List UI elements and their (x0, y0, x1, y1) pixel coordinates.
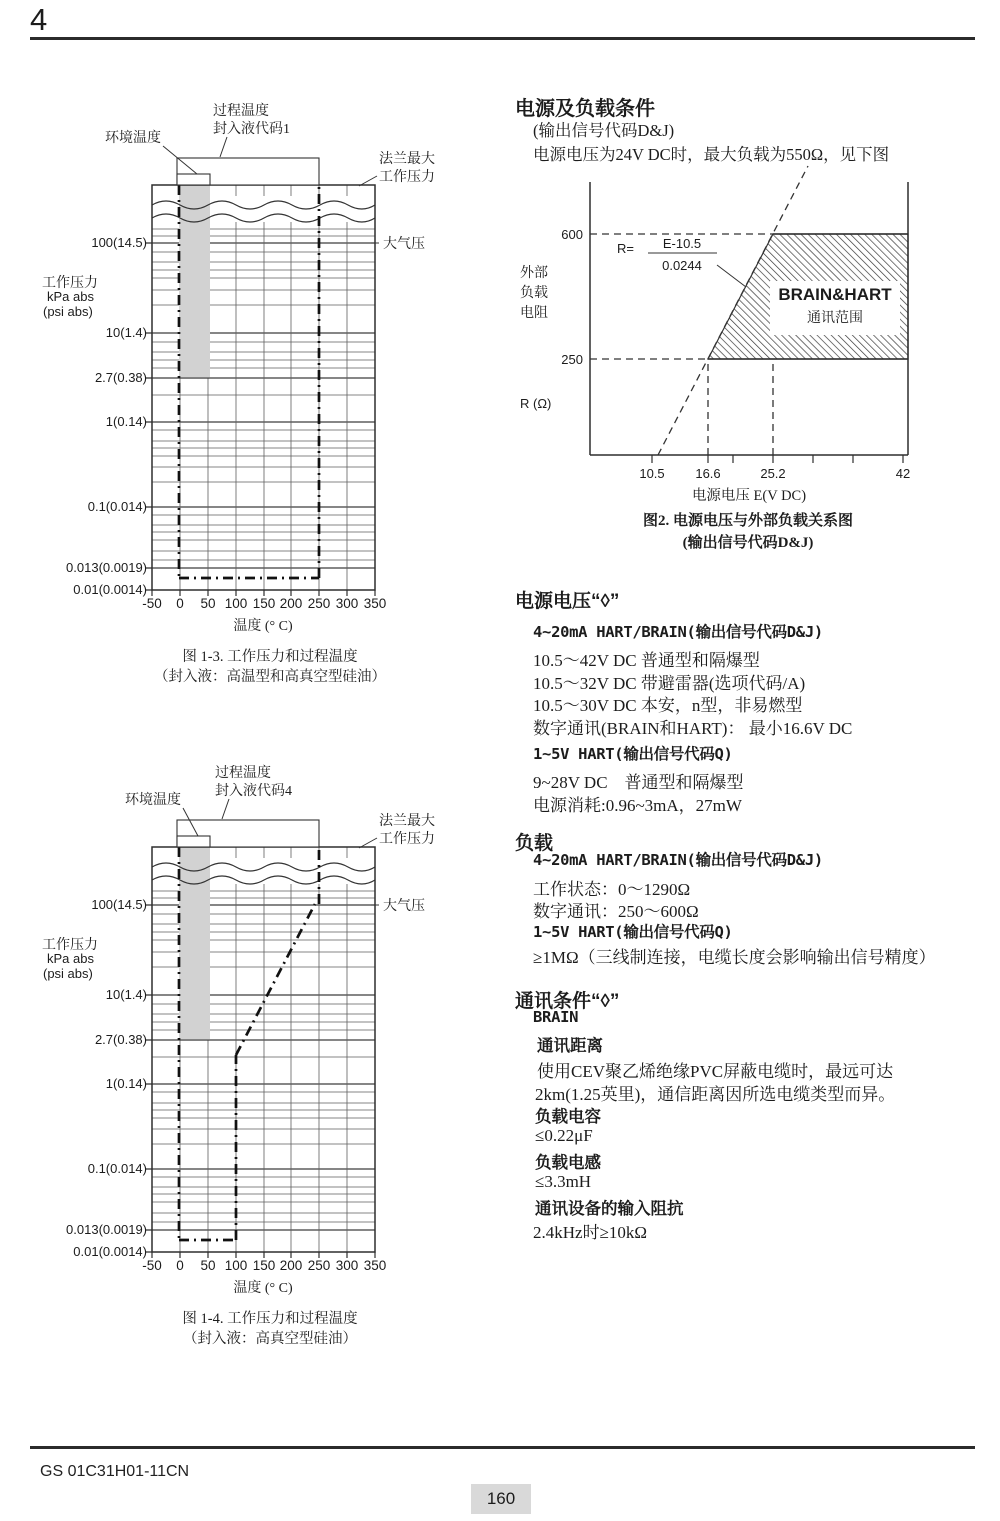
comm-conditions-heading: 通讯条件“◊” (515, 991, 620, 1012)
comm-line-brain: BRAIN (533, 1008, 579, 1026)
fig14-x-tick-label: 0 (176, 1258, 184, 1273)
supply-voltage-line-3: 10.5～32V DC 带避雷器(选项代码/A) (533, 674, 806, 693)
fig13-caption-1: 图 1-3. 工作压力和过程温度 (182, 649, 358, 665)
comm-line-input-impedance-value: 2.4kHz时≥10kΩ (533, 1223, 648, 1242)
fig14-process-leader-line (222, 799, 229, 819)
fig2-x-tick-label: 10.5 (639, 466, 665, 481)
fig2-x-tick-label: 16.6 (695, 466, 721, 481)
fig14-y-axis-label-1: 工作压力 (42, 938, 98, 953)
load-line-5: ≥1MΩ（三线制连接，电缆长度会影响输出信号精度） (533, 948, 936, 967)
fig14-x-tick-label: -50 (142, 1258, 162, 1273)
comm-line-load-inductance-title: 负载电感 (535, 1154, 601, 1172)
power-load-heading: 电源及负载条件 (515, 98, 655, 120)
fig14-x-tick-label: 250 (307, 1258, 331, 1273)
header-rule (30, 37, 975, 40)
fig13-ambient-temp-band (179, 185, 210, 378)
figure-1-3-chart (30, 90, 460, 702)
load-line-4: 1~5V HART(输出信号代码Q) (533, 923, 733, 941)
comm-line-load-inductance-value: ≤3.3mH (535, 1172, 592, 1191)
fig14-process-temp-label-2: 封入液代码4 (215, 784, 292, 799)
fig13-y-tick-label: 2.7(0.38) (94, 370, 147, 385)
power-load-subline-1: (输出信号代码D&J) (533, 121, 675, 140)
footer-rule (30, 1446, 975, 1449)
fig13-x-tick-label: 300 (335, 596, 359, 611)
fig14-y-axis-label-2: kPa abs (47, 951, 94, 966)
footer-doc-number: GS 01C31H01-11CN (40, 1463, 190, 1480)
fig2-y-tick-250: 250 (561, 352, 583, 367)
fig2-formula-lhs: R= (617, 241, 634, 256)
fig2-y-axis-label-3: 电阻 (520, 306, 548, 321)
fig14-caption-2: （封入液：高真空型硅油） (183, 1331, 357, 1347)
fig13-process-leader-line (220, 137, 227, 157)
fig13-x-axis-label: 温度 (° C) (233, 619, 293, 634)
fig13-x-tick-label: 250 (307, 596, 331, 611)
fig14-flange-label-1: 法兰最大 (379, 814, 435, 829)
fig2-x-tick-label: 42 (895, 466, 911, 481)
comm-line-distance-title: 通讯距离 (537, 1037, 603, 1055)
supply-voltage-line-8: 电源消耗:0.96~3mA，27mW (533, 796, 742, 815)
fig2-y-tick-600: 600 (561, 227, 583, 242)
supply-voltage-line-5: 数字通讯(BRAIN和HART)： 最小16.6V DC (533, 719, 853, 738)
fig13-y-tick-label: 10(1.4) (105, 325, 147, 340)
fig14-process-temp-label-1: 过程温度 (215, 766, 271, 781)
fig13-caption-2: （封入液：高温型和高真空型硅油） (154, 669, 386, 685)
supply-voltage-line-7: 9~28V DC 普通型和隔爆型 (533, 773, 744, 792)
fig13-flange-label-1: 法兰最大 (379, 152, 435, 167)
load-line-2: 工作状态：0～1290Ω (533, 880, 691, 899)
fig13-x-tick-label: 100 (224, 596, 248, 611)
fig14-ambient-temp-box (177, 836, 210, 847)
fig13-x-tick-label: 0 (176, 596, 184, 611)
fig2-formula-numerator: E-10.5 (662, 236, 702, 251)
comm-line-load-capacitance-value: ≤0.22μF (535, 1126, 593, 1145)
fig2-region-label-1: BRAIN&HART (778, 285, 892, 304)
supply-voltage-line-1: 4~20mA HART/BRAIN(输出信号代码D&J) (533, 623, 823, 641)
comm-line-input-impedance-title: 通讯设备的输入阻抗 (535, 1200, 684, 1218)
fig13-y-tick-label: 1(0.14) (105, 414, 147, 429)
fig13-y-axis-label-2: kPa abs (47, 289, 94, 304)
fig13-y-tick-label: 100(14.5) (91, 235, 147, 250)
fig14-y-tick-label: 0.013(0.0019) (66, 1222, 147, 1237)
fig13-y-tick-label: 0.01(0.0014) (73, 582, 147, 597)
supply-voltage-line-2: 10.5～42V DC 普通型和隔爆型 (533, 651, 760, 670)
fig14-x-tick-label: 200 (279, 1258, 303, 1273)
fig13-x-tick-label: 350 (363, 596, 387, 611)
fig13-flange-label-2: 工作压力 (379, 170, 435, 185)
figure-1-4-chart (30, 752, 460, 1364)
fig2-caption-1: 图2. 电源电压与外部负载关系图 (642, 513, 854, 529)
fig13-atm-label: 大气压 (383, 237, 425, 252)
fig2-y-axis-label-1: 外部 (520, 266, 548, 281)
fig13-x-tick-label: 150 (252, 596, 276, 611)
fig13-process-temp-label-2: 封入液代码1 (213, 122, 290, 137)
comm-line-distance-text-1: 使用CEV聚乙烯绝缘PVC屏蔽电缆时，最远可达 (537, 1062, 894, 1081)
fig13-x-tick-label: 50 (200, 596, 216, 611)
fig2-caption-2: (输出信号代码D&J) (682, 535, 814, 551)
fig14-ambient-temp-label: 环境温度 (125, 793, 181, 808)
fig14-x-axis-label: 温度 (° C) (233, 1281, 293, 1296)
fig14-y-tick-label: 2.7(0.38) (94, 1032, 147, 1047)
footer-page-number: 160 (471, 1484, 531, 1514)
supply-voltage-line-4: 10.5～30V DC 本安，n型，非易燃型 (533, 696, 803, 715)
fig2-x-axis-label: 电源电压 E(V DC) (691, 488, 807, 504)
fig14-y-tick-label: 0.1(0.014) (87, 1161, 147, 1176)
fig2-formula-leader-line (717, 265, 746, 287)
fig14-y-tick-label: 100(14.5) (91, 897, 147, 912)
fig13-x-tick-label: 200 (279, 596, 303, 611)
load-heading: 负载 (515, 833, 554, 854)
fig14-x-tick-label: 150 (252, 1258, 276, 1273)
load-line-3: 数字通讯：250～600Ω (533, 902, 699, 921)
fig14-ambient-temp-band (179, 847, 210, 1040)
fig14-x-tick-label: 350 (363, 1258, 387, 1273)
fig13-y-axis-label-1: 工作压力 (42, 276, 98, 291)
fig2-region-label-2: 通讯范围 (807, 311, 863, 326)
fig14-caption-1: 图 1-4. 工作压力和过程温度 (182, 1311, 358, 1327)
chapter-number: 4 (30, 2, 48, 37)
comm-line-distance-text-2: 2km(1.25英里)，通信距离因所选电缆类型而异。 (535, 1085, 896, 1104)
fig13-y-tick-label: 0.1(0.014) (87, 499, 147, 514)
fig14-y-tick-label: 1(0.14) (105, 1076, 147, 1091)
supply-voltage-heading: 电源电压“◊” (515, 591, 620, 612)
fig13-ambient-temp-box (177, 174, 210, 185)
fig13-y-axis-label-3: (psi abs) (43, 304, 93, 319)
fig14-y-tick-label: 0.01(0.0014) (73, 1244, 147, 1259)
fig2-x-tick-label: 25.2 (760, 466, 786, 481)
figure-2-chart (505, 158, 997, 570)
fig14-x-tick-label: 300 (335, 1258, 359, 1273)
fig14-y-axis-label-3: (psi abs) (43, 966, 93, 981)
power-load-subline-2: 电源电压为24V DC时，最大负载为550Ω，见下图 (533, 145, 890, 164)
fig14-x-tick-label: 50 (200, 1258, 216, 1273)
fig2-y-axis-label-2: 负载 (520, 286, 548, 301)
fig14-flange-label-2: 工作压力 (379, 832, 435, 847)
load-line-1: 4~20mA HART/BRAIN(输出信号代码D&J) (533, 851, 823, 869)
fig13-x-tick-label: -50 (142, 596, 162, 611)
comm-line-load-capacitance-title: 负载电容 (535, 1108, 601, 1126)
fig2-x-axis-ticks (652, 455, 903, 463)
fig14-x-tick-label: 100 (224, 1258, 248, 1273)
fig14-y-tick-label: 10(1.4) (105, 987, 147, 1002)
fig13-process-temp-label-1: 过程温度 (213, 104, 269, 119)
supply-voltage-line-6: 1~5V HART(输出信号代码Q) (533, 745, 733, 763)
fig2-y-unit-label: R (Ω) (520, 396, 552, 411)
fig13-y-tick-label: 0.013(0.0019) (66, 560, 147, 575)
fig13-ambient-temp-label: 环境温度 (105, 131, 161, 146)
fig2-formula-denominator: 0.0244 (662, 258, 702, 273)
fig14-atm-label: 大气压 (383, 899, 425, 914)
